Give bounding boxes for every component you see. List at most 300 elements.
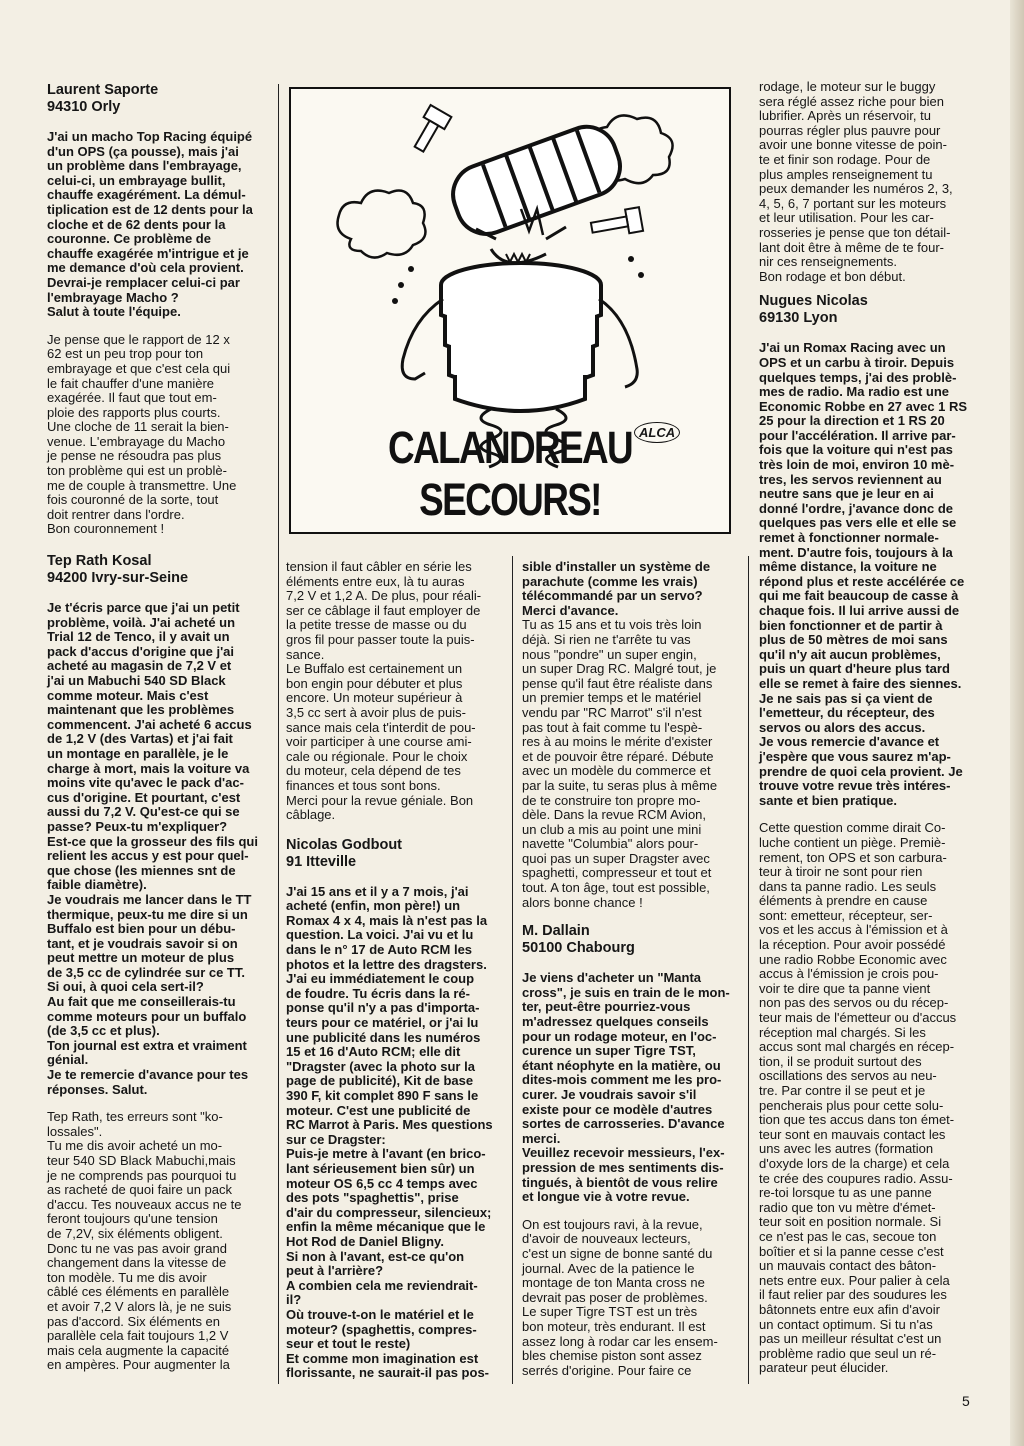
letter4-answer-a xyxy=(522,1218,738,1379)
text-line: voir te dire que ta panne vient xyxy=(759,980,931,996)
text-line: tre. Par contre il se peut et je xyxy=(759,1083,926,1098)
text-line: prendre de quoi cela provient. Je xyxy=(759,763,963,779)
text-line: Merci d'avance. xyxy=(522,602,619,618)
text-line: de te construire ton propre mo- xyxy=(522,792,701,808)
text-line: rodage, le moteur sur le buggy xyxy=(759,79,936,94)
text-line: un club a mis au point une mini xyxy=(522,821,702,837)
text-line: gros fil pour passer toute la puis- xyxy=(286,631,475,647)
text-line: bon engin pour débuter et plus xyxy=(286,675,463,691)
text-line: Je pense que le rapport de 12 x xyxy=(47,331,230,347)
text-line: accus sont mal chargés en récep- xyxy=(759,1039,955,1055)
text-line: Je t'écris parce que j'ai un petit xyxy=(47,600,240,616)
letter3-answer xyxy=(522,618,738,910)
text-line: enfin la même mécanique que le xyxy=(286,1219,486,1235)
text-line: mais cela augmente la capacité xyxy=(47,1342,230,1358)
text-line: journal. Avec de la patience le xyxy=(522,1260,695,1276)
text-line: moteur. C'est une publicité de xyxy=(286,1102,471,1118)
text-line: Où trouve-t-on le matériel et le xyxy=(286,1306,474,1322)
text-line: et longue vie à votre revue. xyxy=(522,1189,690,1205)
text-line: Je viens d'acheter un "Manta xyxy=(522,970,702,986)
letter4-place: 50100 Chabourg xyxy=(522,940,635,957)
text-line: me de couple à transmettre. Une xyxy=(47,477,237,493)
text-line: ploie des rapports plus courts. xyxy=(47,404,221,420)
left-arm xyxy=(402,299,443,379)
cartoon-drawing xyxy=(291,89,729,469)
text-line: du moteur, cela dépend de tes xyxy=(286,763,461,779)
text-line: merci. xyxy=(522,1130,561,1146)
text-line: tiplication est de 12 dents pour la xyxy=(47,201,253,217)
text-line: tion que tes accus dans ton émet- xyxy=(759,1112,955,1128)
text-line: Romax 4 x 4, mais là n'est pas la xyxy=(286,912,488,928)
text-line: Puis-je metre à l'avant (en brico- xyxy=(286,1146,486,1162)
text-line: d'air du compresseur, silencieux; xyxy=(286,1204,492,1220)
text-line: existe pour ce modèle d'autres xyxy=(522,1101,713,1117)
text-line: tion, il se produit surtout des xyxy=(759,1053,922,1069)
text-line: réception mal chargés. Si les xyxy=(759,1024,926,1040)
column-1 xyxy=(47,82,260,1386)
text-line: teur 540 SD Black Mabuchi,mais xyxy=(47,1153,236,1168)
text-line: teurs pour ce matériel, or j'ai lu xyxy=(286,1015,479,1031)
text-line: devrait pas poser de problèmes. xyxy=(522,1289,708,1305)
text-line: chauffe exagérément. La démul- xyxy=(47,187,246,203)
text-line: avoir une bonne vitesse de poin- xyxy=(759,137,947,153)
text-line: parateur peut élucider. xyxy=(759,1360,889,1376)
text-line: 3,5 cc sert à avoir plus de puis- xyxy=(286,704,466,720)
text-line: embrayage et que c'est cela qui xyxy=(47,360,231,376)
text-line: couronne. Ce problème de xyxy=(47,231,211,247)
text-line: re-toi lorsque tu as une panne xyxy=(759,1185,932,1201)
text-line: sont: emetteur, récepteur, ser- xyxy=(759,907,933,923)
text-line: 390 F, kit complet 890 F sans le xyxy=(286,1088,479,1103)
text-line: acheté (enfin, mon père!) un xyxy=(286,898,461,914)
text-line: peux demander les numéros 2, 3, xyxy=(759,181,953,197)
text-line: as racheté de quoi faire un pack xyxy=(47,1182,233,1198)
text-line: d'un OPS (ça pousse), mais j'ai xyxy=(47,143,239,159)
letter1-answer xyxy=(47,333,260,537)
right-arm xyxy=(599,299,637,387)
text-line: Et comme mon imagination est xyxy=(286,1350,479,1366)
text-line: réponses. Salut. xyxy=(47,1081,148,1097)
text-line: nets entre eux. Pour palier à cela xyxy=(759,1272,950,1288)
text-line: ponse qu'il n'y a pas d'importa- xyxy=(286,1000,480,1016)
text-line: "Dragster (avec la photo sur la xyxy=(286,1058,475,1074)
text-line: ment. D'autre fois, toujours à la xyxy=(759,544,953,560)
text-line: cross", je suis en train de le mon- xyxy=(522,984,730,1000)
letter2-answer-a xyxy=(47,1110,260,1373)
text-line: problème, voilà. J'ai acheté un xyxy=(47,614,236,630)
text-line: pack d'accus d'origine que j'ai xyxy=(47,643,234,659)
text-line: Economic Robbe en 27 avec 1 RS xyxy=(759,398,968,414)
text-line: cloche et de 62 dents pour la xyxy=(47,216,226,232)
text-line: pourras régler plus pauvre pour xyxy=(759,122,941,138)
text-line: ce n'est pas le cas, secoue ton xyxy=(759,1228,937,1244)
text-line: Cette question comme dirait Co- xyxy=(759,820,946,836)
letter2-answer-b xyxy=(286,560,502,823)
text-line: 4, 5, 6, 7 portant sur les moteurs xyxy=(759,195,947,211)
text-line: 62 est un peu trop pour ton xyxy=(47,346,204,362)
text-line: finances et tous sont bons. xyxy=(286,777,441,793)
text-line: très loin de moi, environ 10 mè- xyxy=(759,457,955,473)
text-line: relient les accus y est pour quel- xyxy=(47,848,249,864)
text-line: bâtonnets entre eux afin d'avoir xyxy=(759,1301,940,1317)
text-line: Trial 12 de Tenco, il y avait un xyxy=(47,629,230,645)
text-line: qui me fait beaucoup de casse à xyxy=(759,588,959,604)
text-line: câblé ces éléments en parallèle xyxy=(47,1284,230,1300)
text-line: teur soit en position normale. Si xyxy=(759,1214,942,1230)
letter2-question xyxy=(47,601,260,1097)
page-edge xyxy=(1010,0,1024,1446)
letter5-author: Nugues Nicolas xyxy=(759,293,868,310)
letter2-author: Tep Rath Kosal xyxy=(47,553,152,570)
text-line: qu'il n'y ait aucun problèmes, xyxy=(759,646,941,662)
text-line: serrés d'origine. Pour faire ce xyxy=(522,1362,692,1378)
text-line: tant, et je voudrais savoir si on xyxy=(47,935,238,951)
letter4-question xyxy=(522,971,738,1205)
text-line: teur sont en mauvais contact les xyxy=(759,1126,946,1142)
text-line: sur ce Dragster: xyxy=(286,1131,386,1147)
text-line: puis un quart d'heure plus tard xyxy=(759,661,950,677)
text-line: répond plus et reste accélérée ce xyxy=(759,573,965,589)
text-line: dites-mois comment me les pro- xyxy=(522,1072,722,1088)
text-line: pas un meilleur résultat c'est un xyxy=(759,1331,942,1347)
text-line: OPS et un carbu à tiroir. Depuis xyxy=(759,354,955,370)
text-line: quelques temps, j'ai des problè- xyxy=(759,369,957,385)
text-line: passe? Peux-tu m'expliquer? xyxy=(47,818,228,834)
text-line: boîtier et si la panne cesse c'est xyxy=(759,1243,944,1259)
text-line: navette "Columbia" alors pour- xyxy=(522,836,699,852)
text-line: 7,2 V et 1,2 A. De plus, pour réali- xyxy=(286,588,482,604)
text-line: page de publicité), Kit de base xyxy=(286,1073,474,1089)
text-line: vendu par "RC Marrot" s'il n'est xyxy=(522,704,702,720)
text-line: Bon rodage et bon début. xyxy=(759,268,906,284)
text-line: parallèle cela fait toujours 1,2 V xyxy=(47,1328,229,1344)
text-line: dèle. Dans la revue RCM Avion, xyxy=(522,807,707,823)
text-line: sera réglé assez riche pour bien xyxy=(759,93,944,109)
text-line: res à au moins le mérite d'exister xyxy=(522,734,713,750)
letter5-place: 69130 Lyon xyxy=(759,310,838,327)
text-line: peut mettre un moteur de plus xyxy=(47,950,235,966)
text-line: Bon couronnement ! xyxy=(47,521,165,537)
text-line: 25 pour la direction et 1 RS 20 xyxy=(759,413,945,429)
text-line: Tu as 15 ans et tu vois très loin xyxy=(522,617,702,633)
text-line: faible diamètre). xyxy=(47,877,147,893)
column-4 xyxy=(759,80,973,1389)
text-line: sance mais cela t'interdit de pou- xyxy=(286,719,476,735)
text-line: une publicité dans les numéros xyxy=(286,1029,481,1045)
text-line: assez long à rodar car les ensem- xyxy=(522,1333,718,1349)
text-line: feront toujours qu'une tension xyxy=(47,1211,218,1227)
text-line: elle se remet à faire des siennes. xyxy=(759,675,962,691)
text-line: changement dans la vitesse de xyxy=(47,1255,227,1271)
text-line: bon moteur, très endurant. Il est xyxy=(522,1318,706,1334)
text-line: que chose (les miennes snt de xyxy=(47,862,236,878)
text-line: question. La voici. J'ai vu et lu xyxy=(286,927,474,943)
text-line: sante et bien pratique. xyxy=(759,792,897,808)
text-line: ton problème qui est un problè- xyxy=(47,463,227,479)
text-line: Une cloche de 11 serait la bien- xyxy=(47,419,229,435)
text-line: rosseries je pense que ton détail- xyxy=(759,224,951,240)
text-line: nous "pondre" un super engin, xyxy=(522,646,697,662)
cartoon-signature: ALCA xyxy=(634,422,680,443)
text-line: avec un modèle du commerce et xyxy=(522,763,711,779)
text-line: non pas des servos ou du récep- xyxy=(759,995,949,1011)
text-line: plus de 50 mètres de moi sans xyxy=(759,632,948,648)
text-line: comme moteur. Mais c'est xyxy=(47,687,209,703)
text-line: Merci pour la revue géniale. Bon xyxy=(286,792,474,808)
text-line: pas d'accord. Six éléments en xyxy=(47,1313,221,1329)
text-line: nir ces renseignements. xyxy=(759,254,898,270)
text-line: Je voudrais me lancer dans le TT xyxy=(47,891,252,907)
page-number: 5 xyxy=(962,1393,970,1409)
letter1-question xyxy=(47,130,260,320)
text-line: ter, peut-être pourriez-vous xyxy=(522,999,691,1015)
text-line: tension il faut câbler en série les xyxy=(286,559,472,574)
text-line: un premier temps et le matériel xyxy=(522,690,702,706)
text-line: quelques pas vers elle et elle se xyxy=(759,515,957,531)
text-line: pour un rodage moteur, en l'oc- xyxy=(522,1028,717,1044)
text-line: problème radio que seul un ré- xyxy=(759,1345,937,1361)
text-line: bles chemise piston sont assez xyxy=(522,1348,702,1364)
text-line: commencent. J'ai acheté 6 accus xyxy=(47,716,252,732)
text-line: aussi du 7,2 V. Qu'est-ce qui se xyxy=(47,804,240,820)
text-line: Veuillez recevoir messieurs, l'ex- xyxy=(522,1145,725,1161)
text-line: Est-ce que la grosseur des fils qui xyxy=(47,833,258,849)
text-line: cale ou régionale. Pour le choix xyxy=(286,748,468,764)
text-line: mes de radio. Ma radio est une xyxy=(759,384,949,400)
text-line: c'est un signe de bonne santé du xyxy=(522,1245,713,1261)
letter1-author: Laurent Saporte xyxy=(47,82,159,98)
text-line: florissante, ne saurait-il pas pos- xyxy=(286,1365,489,1381)
text-line: pense qu'il faut être réaliste dans xyxy=(522,675,713,691)
text-line: lubrifier. Après un réservoir, tu xyxy=(759,108,931,124)
letter3-place: 91 Itteville xyxy=(286,853,357,870)
text-line: plus amples renseignement tu xyxy=(759,166,933,182)
text-line: l'embrayage Macho ? xyxy=(47,289,179,305)
text-line: j'ai un Mabuchi 540 SD Black xyxy=(47,673,226,688)
text-line: J'ai un macho Top Racing équipé xyxy=(47,129,253,144)
text-line: donné l'ordre, j'avance donc de xyxy=(759,500,954,516)
letter2-place: 94200 Ivry-sur-Seine xyxy=(47,570,189,587)
text-line: seur et tout le reste) xyxy=(286,1336,411,1352)
text-line: lossales". xyxy=(47,1123,103,1139)
text-line: dans le n° 17 de Auto RCM les xyxy=(286,942,473,958)
column-rule-1 xyxy=(278,84,279,1384)
text-line: il? xyxy=(286,1292,302,1308)
text-line: télécommandé par un servo? xyxy=(522,588,703,604)
letter5-answer xyxy=(759,821,973,1376)
text-line: chaque fois. Il lui arrive aussi de xyxy=(759,603,960,618)
text-line: me demance d'où cela provient. xyxy=(47,260,244,276)
text-line: d'oxyde lors de la charge) et cela xyxy=(759,1155,950,1171)
text-line: Je vous remercie d'avance et xyxy=(759,734,940,750)
text-line: Je te remercie d'avance pour tes xyxy=(47,1067,249,1083)
text-line: Je ne sais pas si ça vient de xyxy=(759,690,933,706)
text-line: un montage en parallèle, je le xyxy=(47,745,229,761)
text-line: en ampères. Pour augmenter la xyxy=(47,1357,230,1373)
text-line: cus d'origine. Et pourtant, c'est xyxy=(47,789,241,805)
letter3-question-a xyxy=(286,885,502,1381)
text-line: de 3,5 cc de cylindrée sur ce TT. xyxy=(47,964,245,980)
text-line: fois que la voiture qui n'est pas xyxy=(759,442,953,458)
text-line: l'emetteur, du récepteur, des xyxy=(759,705,935,721)
text-line: la réception. Pour avoir possédé xyxy=(759,937,946,953)
letter5-heading xyxy=(759,293,973,327)
column-2 xyxy=(286,560,502,1394)
text-line: moteur OS 6,5 cc 4 temps avec xyxy=(286,1175,478,1191)
text-line: Si non à l'avant, est-ce qu'on xyxy=(286,1248,465,1264)
text-line: remet à fonctionner normale- xyxy=(759,530,939,546)
text-line: teur mais de l'émetteur ou d'accus xyxy=(759,1010,957,1026)
text-line: pour l'accélération. Il arrive par- xyxy=(759,427,956,443)
letter3-author: Nicolas Godbout xyxy=(286,836,402,853)
text-line: spaghetti, compresseur et tout et xyxy=(522,865,712,881)
text-line: encore. Un moteur supérieur à xyxy=(286,690,463,706)
text-line: et leur utilisation. Pour les car- xyxy=(759,210,934,226)
text-line: maintenant que les problèmes xyxy=(47,702,235,718)
text-line: tout. A ton âge, tout est possible, xyxy=(522,880,710,896)
text-line: exagérée. Il faut que tout em- xyxy=(47,390,217,406)
text-line: d'accu. Tes nouveaux accus ne te xyxy=(47,1196,242,1212)
text-line: Si oui, à quoi cela sert-il? xyxy=(47,979,204,995)
text-line: ton modèle. Tu me dis avoir xyxy=(47,1269,207,1285)
letter1-place: 94310 Orly xyxy=(47,99,121,115)
text-line: je pense ne résoudra pas plus xyxy=(47,448,222,464)
smoke-cloud-left xyxy=(338,191,426,258)
text-line: pas tout à fait comme tu l'espè- xyxy=(522,719,703,735)
text-line: Au fait que me conseillerais-tu xyxy=(47,994,236,1010)
text-line: teur à tiroir ne sont pour rien xyxy=(759,864,923,880)
letter3-heading xyxy=(286,837,502,871)
text-line: Le Buffalo est certainement un xyxy=(286,661,463,677)
text-line: alors bonne chance ! xyxy=(522,894,643,910)
text-line: curence un super Tigre TST, xyxy=(522,1043,696,1059)
text-line: J'ai eu immédiatement le coup xyxy=(286,971,475,987)
cartoon-panel xyxy=(289,87,731,534)
text-line: moteur? (spaghettis, compres- xyxy=(286,1321,477,1337)
letter4-author: M. Dallain xyxy=(522,923,590,940)
text-line: thermique, peux-tu me dire si un xyxy=(47,906,248,922)
text-line: et avoir 7,2 V alors là, je ne suis xyxy=(47,1298,232,1314)
text-line: il faut relier par des soudures les xyxy=(759,1287,947,1303)
text-line: génial. xyxy=(47,1052,89,1068)
text-line: pencherais plus pour cette solu- xyxy=(759,1097,944,1113)
text-line: sance. xyxy=(286,646,325,662)
text-line: tingués, à bientôt de vous relire xyxy=(522,1174,718,1190)
text-line: curer. Je voudrais savoir s'il xyxy=(522,1087,697,1102)
text-line: chauffe exagérée m'intrigue et je xyxy=(47,245,249,261)
text-line: parachute (comme les vrais) xyxy=(522,573,698,589)
text-line: (de 3,5 cc et plus). xyxy=(47,1023,160,1039)
text-line: doit rentrer dans l'ordre. xyxy=(47,506,185,522)
letter2-heading xyxy=(47,553,260,587)
text-line: éléments à prendre en cause xyxy=(759,893,928,909)
letter5-question xyxy=(759,341,973,808)
text-line: d'avoir de nouveaux lecteurs, xyxy=(522,1231,691,1247)
text-line: servos ou alors des accus. xyxy=(759,719,926,735)
text-line: je ne comprends pas pourquoi tu xyxy=(47,1167,237,1183)
text-line: Salut à toute l'équipe. xyxy=(47,304,181,320)
text-line: de 1,2 V (des Vartas) et j'ai fait xyxy=(47,731,233,747)
text-line: J'ai un Romax Racing avec un xyxy=(759,340,946,356)
text-line: ser ce câblage il faut employer de xyxy=(286,602,481,618)
text-line: J'ai 15 ans et il y a 7 mois, j'ai xyxy=(286,883,469,899)
text-line: On est toujours ravi, à la revue, xyxy=(522,1216,703,1232)
bolt-icon-right xyxy=(590,207,643,239)
text-line: A combien cela me reviendrait- xyxy=(286,1277,478,1293)
text-line: de 7,2V, six éléments obligent. xyxy=(47,1225,223,1241)
text-line: accus à l'émission je crois pou- xyxy=(759,966,939,982)
letter4-heading xyxy=(522,923,738,957)
text-line: montage de ton Manta cross ne xyxy=(522,1275,705,1291)
text-line: Tu me dis avoir acheté un mo- xyxy=(47,1138,223,1154)
text-line: peut à l'arrière? xyxy=(286,1263,384,1279)
letter1-heading xyxy=(47,82,260,116)
text-line: le fait chauffer d'une manière xyxy=(47,375,215,391)
text-line: comme moteurs pour un buffalo xyxy=(47,1008,247,1024)
text-line: lant doit être à même de te four- xyxy=(759,239,944,255)
text-line: luche contient un piège. Premiè- xyxy=(759,834,946,850)
stacked-body xyxy=(441,263,601,411)
text-line: charge à mort, mais la voiture va xyxy=(47,760,250,776)
text-line: venue. L'embrayage du Macho xyxy=(47,433,226,449)
text-line: j'espère que vous saurez m'ap- xyxy=(759,748,951,764)
letter4-answer-b xyxy=(759,80,973,284)
text-line: RC Marrot à Paris. Mes questions xyxy=(286,1117,493,1133)
text-line: Donc tu ne vas pas avoir grand xyxy=(47,1240,227,1256)
text-line: sible d'installer un système de xyxy=(522,559,711,574)
text-line: Ton journal est extra et vraiment xyxy=(47,1037,247,1053)
text-line: Devrai-je remplacer celui-ci par xyxy=(47,274,240,290)
text-line: acheté au magasin de 7,2 V et xyxy=(47,658,232,674)
text-line: Le super Tigre TST est un très xyxy=(522,1304,698,1320)
text-line: Buffalo est bien pour un débu- xyxy=(47,921,236,937)
text-line: sortes de carrosseries. D'avance xyxy=(522,1116,725,1132)
text-line: celui-ci, un embrayage bullit, xyxy=(47,172,226,188)
text-line: uns avec les autres (formation xyxy=(759,1141,934,1157)
text-line: voir participer à une course ami- xyxy=(286,734,472,750)
text-line: de foudre. Tu écris dans la ré- xyxy=(286,985,470,1001)
text-line: un contact optimum. Si tu n'as xyxy=(759,1316,933,1332)
column-3 xyxy=(522,560,738,1391)
text-line: rement, ton OPS et son carbura- xyxy=(759,849,947,865)
letter3-question-b xyxy=(522,560,738,618)
text-line: éléments entre eux, là tu auras xyxy=(286,573,465,589)
text-line: Tep Rath, tes erreurs sont "ko- xyxy=(47,1109,223,1125)
text-line: 15 et 16 d'Auto RCM; elle dit xyxy=(286,1044,461,1060)
text-line: un problème dans l'embrayage, xyxy=(47,158,242,174)
text-line: bien fonctionner et de partir à xyxy=(759,617,943,633)
text-line: tres, les servos reviennent au xyxy=(759,471,942,487)
text-line: te crée des coupures radio. Assu- xyxy=(759,1170,953,1186)
text-line: neutre sans que je leur en ai xyxy=(759,486,934,502)
text-line: la petite tresse de masse ou du xyxy=(286,617,467,633)
text-line: m'adressez quelques conseils xyxy=(522,1014,709,1030)
text-line: câblage. xyxy=(286,807,336,823)
text-line: photos et la lettre des dragsters. xyxy=(286,956,487,972)
text-line: Hot Rod de Daniel Bligny. xyxy=(286,1233,444,1249)
column-rule-3 xyxy=(748,556,749,1384)
text-line: et de pouvoir être réparé. Débute xyxy=(522,748,714,764)
text-line: dans ta panne radio. Les seuls xyxy=(759,878,937,894)
text-line: radio que ton vu mètre d'émet- xyxy=(759,1199,936,1215)
text-line: même distance, la voiture ne xyxy=(759,559,937,575)
text-line: vos et les accus à l'émission et à xyxy=(759,922,948,938)
text-line: moins vite qu'avec le pack d'ac- xyxy=(47,775,244,791)
text-line: fois couronné de la sorte, tout xyxy=(47,492,219,508)
text-line: trouve votre revue très intéres- xyxy=(759,778,951,794)
text-line: lant sérieusement bien sûr) un xyxy=(286,1160,475,1176)
text-line: pression de mes sentiments dis- xyxy=(522,1159,724,1175)
